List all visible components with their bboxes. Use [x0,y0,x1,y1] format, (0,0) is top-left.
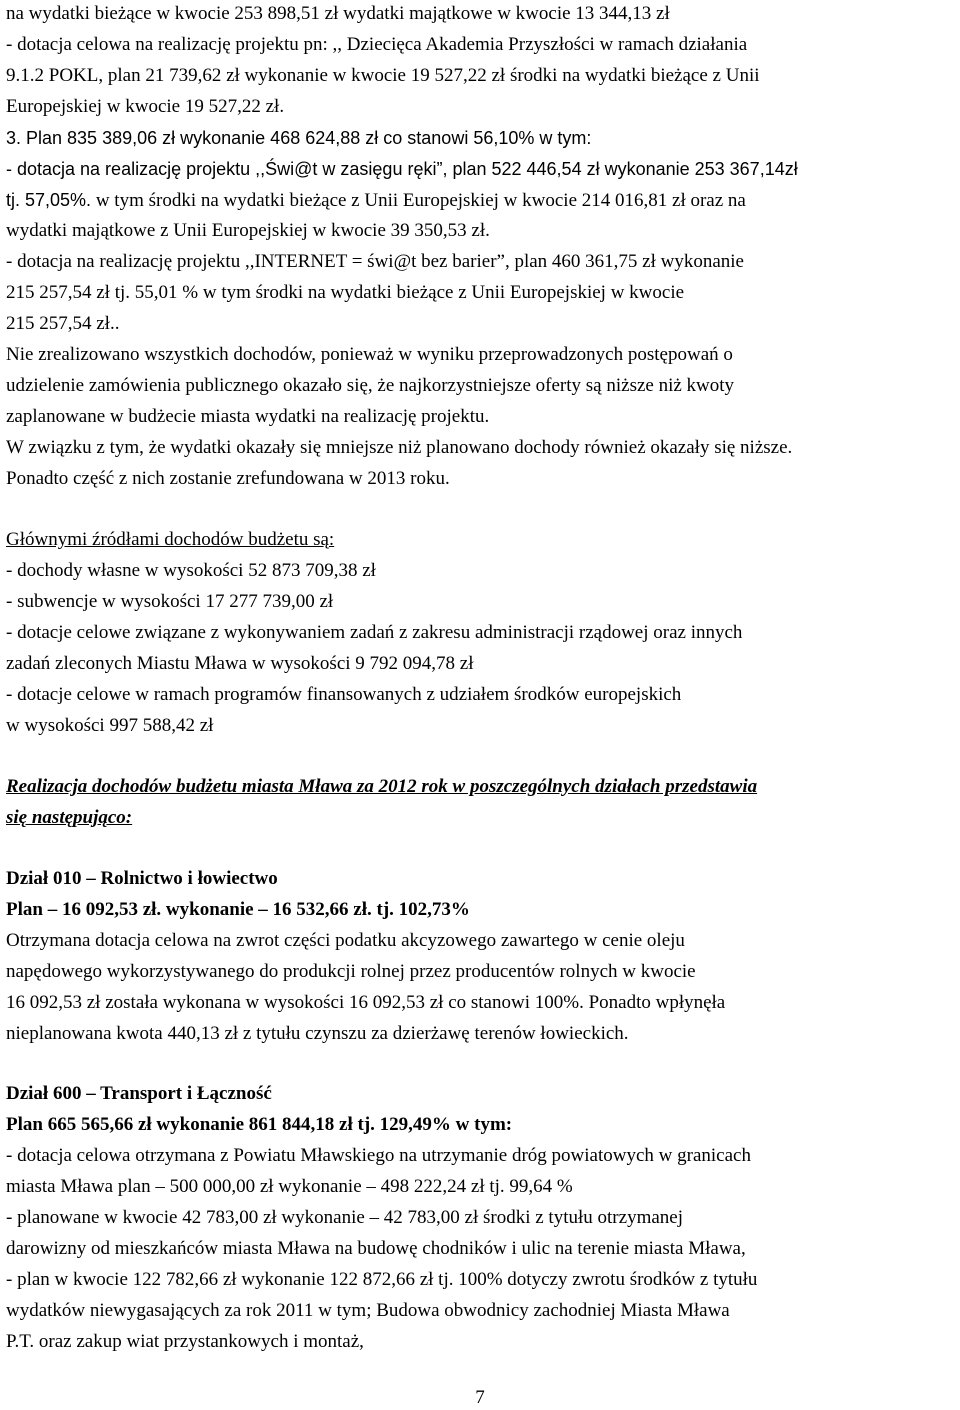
text-line: napędowego wykorzystywanego do produkcji rolnej przez producentów rolnych w kwocie [6,961,696,982]
page-number: 7 [475,1387,485,1408]
text-line: darowizny od mieszkańców miasta Mława na budowę chodników i ulic na terenie miasta Mława, [6,1238,746,1259]
chapter-heading: Dział 010 – Rolnictwo i łowiectwo [6,868,278,889]
text-line: 9.1.2 POKL, plan 21 739,62 zł wykonanie w kwocie 19 527,22 zł środki na wydatki bieżące z Unii [6,65,760,86]
text-line: 16 092,53 zł została wykonana w wysokości 16 092,53 zł co stanowi 100%. Ponadto wpłynęła [6,992,726,1013]
text-span: w tym środki na wydatki bieżące z Unii Europejskiej w kwocie 214 016,81 zł oraz na [91,190,746,211]
text-line: nieplanowana kwota 440,13 zł z tytułu czynszu za dzierżawę terenów łowieckich. [6,1023,629,1044]
text-line: 3. Plan 835 389,06 zł wykonanie 468 624,88 zł co stanowi 56,10% w tym: [6,128,592,148]
text-line: zaplanowane w budżecie miasta wydatki na realizację projektu. [6,406,490,427]
plan-summary: Plan 665 565,66 zł wykonanie 861 844,18 zł tj. 129,49% w tym: [6,1114,513,1135]
list-item: - plan w kwocie 122 782,66 zł wykonanie 122 872,66 zł tj. 100% dotyczy zwrotu środków z tytułu [6,1269,758,1290]
text-line: 215 257,54 zł.. [6,313,120,334]
text-line: P.T. oraz zakup wiat przystankowych i montaż, [6,1331,364,1352]
text-line: 215 257,54 zł tj. 55,01 % w tym środki na wydatki bieżące z Unii Europejskiej w kwocie [6,282,685,303]
text-line: Nie zrealizowano wszystkich dochodów, ponieważ w wyniku przeprowadzonych postępowań o [6,344,733,365]
list-item: - dotacja celowa otrzymana z Powiatu Mławskiego na utrzymanie dróg powiatowych w granicach [6,1145,751,1166]
list-item: - dochody własne w wysokości 52 873 709,38 zł [6,560,376,581]
list-item: - planowane w kwocie 42 783,00 zł wykonanie – 42 783,00 zł środki z tytułu otrzymanej [6,1207,683,1228]
list-item: - dotacje celowe w ramach programów finansowanych z udziałem środków europejskich [6,684,682,705]
text-line: - dotacja na realizację projektu ,,Świ@t w zasięgu ręki”, plan 522 446,54 zł wykonanie 253 367,14zł [6,159,798,179]
section-title: się następująco: [6,807,133,828]
text-line: - dotacja celowa na realizację projektu pn: ,, Dziecięca Akademia Przyszłości w ramach działania [6,34,748,55]
text-line [6,188,746,212]
text-line: Otrzymana dotacja celowa na zwrot części podatku akcyzowego zawartego w cenie oleju [6,930,685,951]
chapter-heading: Dział 600 – Transport i Łączność [6,1083,272,1104]
text-line: W związku z tym, że wydatki okazały się mniejsze niż planowano dochody również okazały się niższe. [6,437,793,458]
text-line: Ponadto część z nich zostanie zrefundowana w 2013 roku. [6,468,450,489]
text-span: tj. 57,05%. [6,190,92,210]
section-heading: Głównymi źródłami dochodów budżetu są: [6,529,335,550]
text-line: w wysokości 997 588,42 zł [6,715,214,736]
text-line: zadań zleconych Miastu Mława w wysokości 9 792 094,78 zł [6,653,474,674]
text-line: udzielenie zamówienia publicznego okazało się, że najkorzystniejsze oferty są niższe niż kwoty [6,375,735,396]
list-item: - dotacje celowe związane z wykonywaniem zadań z zakresu administracji rządowej oraz innych [6,622,743,643]
list-item: - subwencje w wysokości 17 277 739,00 zł [6,591,334,612]
text-line: Europejskiej w kwocie 19 527,22 zł. [6,96,285,117]
text-line: wydatków niewygasających za rok 2011 w tym; Budowa obwodnicy zachodniej Miasta Mława [6,1300,730,1321]
text-line: - dotacja na realizację projektu ,,INTERNET = świ@t bez barier”, plan 460 361,75 zł wykonanie [6,251,744,272]
text-line: na wydatki bieżące w kwocie 253 898,51 zł wydatki majątkowe w kwocie 13 344,13 zł [6,3,670,24]
section-title: Realizacja dochodów budżetu miasta Mława za 2012 rok w poszczególnych działach przedstawia [6,776,758,797]
text-line: wydatki majątkowe z Unii Europejskiej w kwocie 39 350,53 zł. [6,220,490,241]
text-line: miasta Mława plan – 500 000,00 zł wykonanie – 498 222,24 zł tj. 99,64 % [6,1176,573,1197]
plan-summary: Plan – 16 092,53 zł. wykonanie – 16 532,66 zł. tj. 102,73% [6,899,470,920]
